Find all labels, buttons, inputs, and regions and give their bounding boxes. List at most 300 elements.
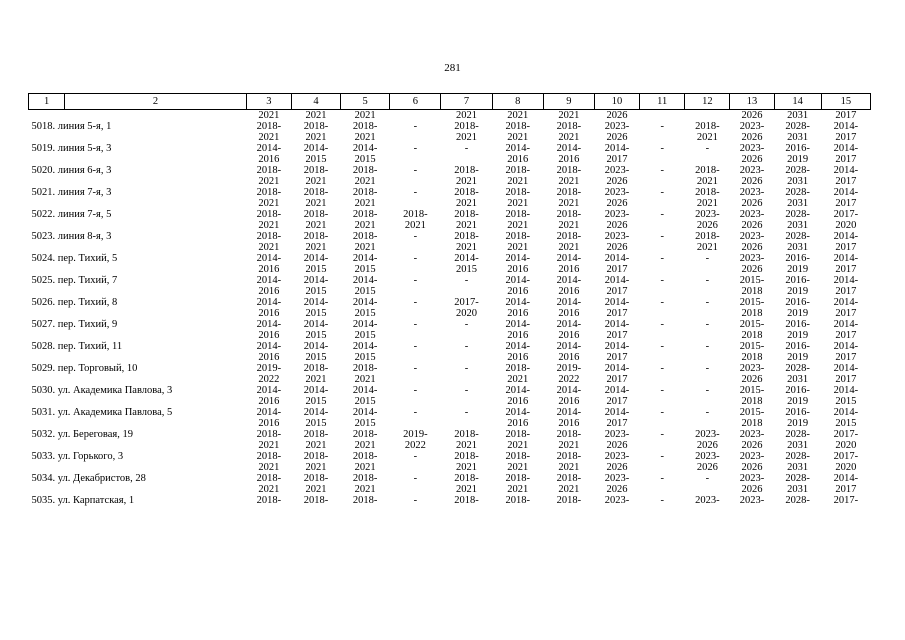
period-cell: 2023- 2026 [739, 209, 765, 231]
period-cell: 2014- 2017 [833, 319, 859, 341]
table-row [29, 429, 871, 451]
address-name: линия 7-я, 3 [57, 187, 112, 198]
row-number: 5023. [31, 231, 56, 242]
period-cell: 2014- 2015 [352, 407, 378, 429]
address-name: линия 5-я, 3 [57, 143, 112, 154]
period-cell: 2014- 2017 [604, 275, 630, 297]
row-number: 5033. [31, 451, 56, 462]
period-cell: 2028- 2031 [785, 231, 810, 253]
cell [29, 110, 65, 122]
period-cell: 2014- 2017 [604, 385, 630, 407]
period-cell: 2018- 2021 [556, 121, 582, 143]
column-header-11: 11 [640, 94, 685, 110]
period-cell: 2019- 2022 [403, 429, 428, 451]
cell: 2026 [606, 110, 628, 121]
column-header-4: 4 [291, 94, 340, 110]
period-cell: 2018- 2021 [352, 209, 378, 231]
period-cell: 2014- 2017 [604, 319, 630, 341]
period-cell: 2018- 2021 [454, 451, 479, 473]
period-cell: 2014- 2016 [505, 143, 530, 165]
address-name: линия 7-я, 5 [57, 209, 112, 220]
period-cell: 2023- 2026 [739, 187, 765, 209]
column-header-13: 13 [730, 94, 774, 110]
period-cell: 2018- 2021 [556, 429, 582, 451]
period-cell: 2017- 2020 [454, 297, 479, 319]
period-cell: 2018- 2021 [695, 187, 720, 209]
address-cell [29, 429, 247, 451]
period-cell: 2014- 2015 [303, 297, 329, 319]
period-cell: 2028- 2031 [785, 429, 810, 451]
period-cell: 2014- 2016 [505, 253, 530, 275]
address-name: ул. Береговая, 19 [57, 429, 133, 440]
table-row [29, 187, 871, 209]
period-cell: 2023- 2026 [604, 473, 630, 495]
period-cell: 2018- 2021 [695, 121, 720, 143]
cell: 2017 [835, 110, 857, 121]
column-header-1: 1 [29, 94, 65, 110]
period-cell: 2023- 2026 [739, 121, 765, 143]
row-number: 5021. [31, 187, 56, 198]
period-cell: 2014- 2016 [505, 319, 530, 341]
period-cell: 2014- 2017 [833, 275, 859, 297]
period-cell: - [413, 121, 418, 132]
period-cell: 2014- 2016 [556, 341, 582, 363]
period-cell: 2014- 2015 [303, 319, 329, 341]
period-cell: 2014- 2016 [556, 253, 582, 275]
period-cell: 2018- 2021 [352, 363, 378, 385]
period-cell: 2018- 2021 [303, 451, 329, 473]
period-cell: 2017- [833, 495, 859, 506]
period-cell: 2018- 2021 [556, 187, 582, 209]
period-cell: - [413, 297, 418, 308]
continuation-row [29, 110, 871, 122]
period-cell: 2023- [695, 495, 720, 506]
period-cell: - [413, 231, 418, 242]
period-cell: 2014- 2016 [256, 297, 282, 319]
period-cell: 2023- 2026 [739, 165, 765, 187]
period-cell: 2018- 2021 [256, 121, 282, 143]
period-cell: 2018- 2021 [454, 429, 479, 451]
period-cell: 2023- 2026 [604, 209, 630, 231]
period-cell: 2014- 2017 [604, 341, 630, 363]
address-cell [29, 407, 247, 429]
address-cell [29, 341, 247, 363]
period-cell: - [413, 385, 418, 396]
period-cell: 2014- 2017 [833, 473, 859, 495]
address-name: пер. Тихий, 7 [57, 275, 118, 286]
table-row [29, 451, 871, 473]
period-cell: 2018- 2021 [556, 209, 582, 231]
period-cell: 2023- 2026 [695, 451, 720, 473]
period-cell: 2018- 2021 [256, 231, 282, 253]
column-header-6: 6 [390, 94, 441, 110]
period-cell: 2014- 2015 [303, 385, 329, 407]
period-cell: - [464, 275, 469, 286]
period-cell: 2014- 2016 [256, 319, 282, 341]
period-cell: 2023- 2026 [739, 143, 765, 165]
period-cell: 2018- 2021 [256, 451, 282, 473]
period-cell: 2023- 2026 [739, 231, 765, 253]
period-cell: 2018- 2021 [505, 209, 530, 231]
period-cell: 2018- 2021 [256, 165, 282, 187]
row-number: 5019. [31, 143, 56, 154]
period-cell: 2014- 2016 [256, 385, 282, 407]
row-number: 5026. [31, 297, 56, 308]
address-cell [29, 187, 247, 209]
row-number: 5024. [31, 253, 56, 264]
period-cell: 2018- 2021 [556, 165, 582, 187]
period-cell: - [413, 253, 418, 264]
period-cell: 2014- 2017 [833, 341, 859, 363]
table-row [29, 495, 871, 506]
period-cell: - [660, 451, 664, 462]
period-cell: - [413, 495, 418, 506]
period-cell: 2018- 2021 [303, 473, 329, 495]
period-cell: 2018- [303, 495, 329, 506]
address-name: пер. Тихий, 9 [57, 319, 118, 330]
period-cell: 2018- 2021 [352, 473, 378, 495]
cell: 2031 [787, 110, 809, 121]
table-row [29, 231, 871, 253]
period-cell: 2028- 2031 [785, 187, 810, 209]
table-row [29, 473, 871, 495]
period-cell: 2014- 2015 [352, 143, 378, 165]
period-cell: 2014- 2017 [833, 231, 859, 253]
header-row [29, 94, 871, 110]
period-cell: 2028- [785, 495, 810, 506]
period-cell: 2014- 2017 [604, 253, 630, 275]
column-header-5: 5 [341, 94, 390, 110]
period-cell: 2014- 2015 [352, 253, 378, 275]
table-row [29, 385, 871, 407]
period-cell: 2023- 2026 [739, 451, 765, 473]
row-number: 5031. [31, 407, 56, 418]
period-cell: 2014- 2015 [352, 275, 378, 297]
address-name: линия 6-я, 3 [57, 165, 112, 176]
period-cell: - [705, 319, 710, 330]
cell [390, 110, 441, 122]
period-cell: 2014- 2017 [833, 187, 859, 209]
period-cell: 2018- 2021 [352, 187, 378, 209]
period-cell: - [660, 385, 664, 396]
period-cell: - [660, 121, 664, 132]
period-cell: 2018- 2021 [505, 473, 530, 495]
period-cell: - [705, 253, 710, 264]
period-cell: 2028- 2031 [785, 165, 810, 187]
cell: 2021 [305, 110, 327, 121]
cell: 2021 [258, 110, 280, 121]
period-cell: 2018- 2021 [403, 209, 428, 231]
table-row [29, 363, 871, 385]
period-cell: 2023- [604, 495, 630, 506]
period-cell: 2023- [739, 495, 765, 506]
period-cell: 2018- 2021 [303, 165, 329, 187]
table-row [29, 319, 871, 341]
table-row [29, 143, 871, 165]
period-cell: 2018- [505, 495, 530, 506]
column-header-9: 9 [543, 94, 594, 110]
period-cell: 2014- 2016 [256, 275, 282, 297]
period-cell: 2018- 2021 [556, 473, 582, 495]
address-name: пер. Тихий, 8 [57, 297, 118, 308]
column-header-2: 2 [65, 94, 247, 110]
column-header-3: 3 [246, 94, 291, 110]
column-header-15: 15 [821, 94, 870, 110]
table-row [29, 209, 871, 231]
period-cell: 2015- 2018 [739, 385, 765, 407]
period-cell: - [660, 297, 664, 308]
schedule-table [28, 93, 871, 506]
address-cell [29, 385, 247, 407]
row-number: 5027. [31, 319, 56, 330]
period-cell: 2014- 2016 [256, 253, 282, 275]
period-cell: 2014- 2016 [556, 297, 582, 319]
period-cell: - [464, 341, 469, 352]
cell [685, 110, 730, 122]
period-cell: 2015- 2018 [739, 297, 765, 319]
period-cell: 2018- 2021 [352, 429, 378, 451]
period-cell: 2016- 2019 [785, 143, 810, 165]
period-cell: 2028- 2031 [785, 121, 810, 143]
address-cell [29, 165, 247, 187]
period-cell: 2014- 2015 [303, 341, 329, 363]
period-cell: - [705, 341, 710, 352]
address-cell [29, 209, 247, 231]
period-cell: - [464, 363, 469, 374]
period-cell: - [413, 143, 418, 154]
period-cell: 2014- 2015 [303, 143, 329, 165]
period-cell: - [660, 231, 664, 242]
column-header-7: 7 [441, 94, 492, 110]
period-cell: 2014- 2016 [556, 385, 582, 407]
period-cell: - [660, 319, 664, 330]
period-cell: 2014- 2015 [833, 407, 859, 429]
period-cell: - [705, 407, 710, 418]
period-cell: 2014- 2016 [256, 341, 282, 363]
address-cell [29, 143, 247, 165]
period-cell: - [413, 407, 418, 418]
period-cell: - [413, 473, 418, 484]
period-cell: 2023- 2026 [604, 165, 630, 187]
period-cell: - [660, 165, 664, 176]
period-cell: 2018- 2021 [256, 473, 282, 495]
period-cell: 2018- 2021 [454, 121, 479, 143]
period-cell: - [660, 363, 664, 374]
period-cell: 2017- 2020 [833, 429, 859, 451]
period-cell: 2018- 2021 [454, 165, 479, 187]
column-header-8: 8 [492, 94, 543, 110]
period-cell: 2023- 2026 [604, 429, 630, 451]
table-row [29, 297, 871, 319]
period-cell: - [413, 363, 418, 374]
address-name: пер. Тихий, 5 [57, 253, 118, 264]
address-name: ул. Карпатская, 1 [57, 495, 135, 506]
period-cell: 2014- 2016 [505, 297, 530, 319]
period-cell: 2014- 2017 [604, 363, 630, 385]
column-header-12: 12 [685, 94, 730, 110]
period-cell: 2018- 2021 [556, 231, 582, 253]
address-cell [29, 275, 247, 297]
address-cell [29, 297, 247, 319]
period-cell: 2018- 2021 [505, 187, 530, 209]
period-cell: 2018- 2021 [505, 363, 530, 385]
address-cell [29, 253, 247, 275]
period-cell: 2023- 2026 [604, 187, 630, 209]
period-cell: 2017- 2020 [833, 451, 859, 473]
address-cell [29, 363, 247, 385]
address-name: ул. Горького, 3 [57, 451, 124, 462]
period-cell: - [660, 143, 664, 154]
period-cell: 2018- 2021 [505, 231, 530, 253]
period-cell: 2014- 2016 [556, 319, 582, 341]
period-cell: 2014- 2017 [833, 297, 859, 319]
period-cell: 2014- 2017 [833, 363, 859, 385]
period-cell: 2015- 2018 [739, 407, 765, 429]
period-cell: - [413, 319, 418, 330]
period-cell: 2018- 2021 [256, 209, 282, 231]
period-cell: 2014- 2016 [556, 407, 582, 429]
period-cell: 2014- 2015 [352, 341, 378, 363]
period-cell: 2018- 2021 [303, 429, 329, 451]
period-cell: - [464, 319, 469, 330]
period-cell: 2028- 2031 [785, 473, 810, 495]
period-cell: 2014- 2015 [454, 253, 479, 275]
row-number: 5032. [31, 429, 56, 440]
period-cell: - [660, 275, 664, 286]
period-cell: 2016- 2019 [785, 297, 810, 319]
row-number: 5029. [31, 363, 56, 374]
table-row [29, 165, 871, 187]
address-name: ул. Декабристов, 28 [57, 473, 146, 484]
period-cell: 2023- 2026 [695, 209, 720, 231]
period-cell: 2017- 2020 [833, 209, 859, 231]
row-number: 5035. [31, 495, 56, 506]
period-cell: 2018- 2021 [556, 451, 582, 473]
period-cell: 2018- 2021 [352, 121, 378, 143]
period-cell: 2018- 2021 [352, 231, 378, 253]
period-cell: 2023- 2026 [604, 231, 630, 253]
period-cell: 2014- 2016 [505, 341, 530, 363]
cell [640, 110, 685, 122]
period-cell: 2014- 2017 [833, 253, 859, 275]
period-cell: 2018- 2021 [505, 121, 530, 143]
address-name: пер. Тихий, 11 [57, 341, 123, 352]
period-cell: 2015- 2018 [739, 319, 765, 341]
cell: 2021 [456, 110, 478, 121]
period-cell: - [705, 385, 710, 396]
period-cell: - [660, 429, 664, 440]
period-cell: - [705, 363, 710, 374]
period-cell: 2018- 2021 [256, 429, 282, 451]
period-cell: - [705, 275, 710, 286]
period-cell: - [660, 209, 664, 220]
period-cell: 2018- [256, 495, 282, 506]
address-cell [29, 231, 247, 253]
period-cell: 2028- 2031 [785, 363, 810, 385]
period-cell: 2028- 2031 [785, 451, 810, 473]
period-cell: 2018- [454, 495, 479, 506]
column-header-14: 14 [774, 94, 821, 110]
column-header-10: 10 [594, 94, 639, 110]
period-cell: 2018- 2021 [303, 363, 329, 385]
period-cell: 2014- 2016 [505, 385, 530, 407]
period-cell: - [413, 187, 418, 198]
period-cell: 2023- 2026 [739, 253, 765, 275]
period-cell: 2014- 2015 [303, 253, 329, 275]
period-cell: 2014- 2016 [505, 275, 530, 297]
period-cell: - [464, 407, 469, 418]
period-cell: 2028- 2031 [785, 209, 810, 231]
row-number: 5030. [31, 385, 56, 396]
cell: 2026 [741, 110, 763, 121]
period-cell: 2014- 2015 [352, 385, 378, 407]
period-cell: - [705, 143, 710, 154]
period-cell: 2023- 2026 [695, 429, 720, 451]
period-cell: 2018- 2021 [454, 187, 479, 209]
period-cell: 2018- 2021 [505, 429, 530, 451]
period-cell: 2014- 2015 [303, 275, 329, 297]
period-cell: 2014- 2015 [833, 385, 859, 407]
period-cell: 2019- 2022 [556, 363, 582, 385]
table-row [29, 275, 871, 297]
period-cell: 2015- 2018 [739, 275, 765, 297]
period-cell: 2018- [556, 495, 582, 506]
period-cell: 2018- 2021 [454, 231, 479, 253]
period-cell: 2014- 2015 [352, 297, 378, 319]
period-cell: 2016- 2019 [785, 407, 810, 429]
period-cell: 2018- 2021 [505, 451, 530, 473]
period-cell: 2018- 2021 [352, 451, 378, 473]
period-cell: 2016- 2019 [785, 341, 810, 363]
period-cell: 2016- 2019 [785, 385, 810, 407]
period-cell: 2014- 2016 [256, 143, 282, 165]
period-cell: 2018- 2021 [303, 187, 329, 209]
period-cell: - [660, 187, 664, 198]
period-cell: 2018- 2021 [454, 209, 479, 231]
address-cell [29, 121, 247, 143]
period-cell: 2014- 2015 [303, 407, 329, 429]
row-number: 5025. [31, 275, 56, 286]
period-cell: 2016- 2019 [785, 275, 810, 297]
period-cell: - [413, 165, 418, 176]
period-cell: 2014- 2016 [556, 275, 582, 297]
address-name: линия 5-я, 1 [57, 121, 112, 132]
period-cell: 2016- 2019 [785, 319, 810, 341]
period-cell: - [413, 451, 418, 462]
address-name: линия 8-я, 3 [57, 231, 112, 242]
period-cell: 2014- 2015 [352, 319, 378, 341]
address-name: ул. Академика Павлова, 3 [57, 385, 173, 396]
page-number: 281 [444, 62, 461, 74]
period-cell: 2018- 2021 [695, 165, 720, 187]
table-row [29, 253, 871, 275]
period-cell: 2014- 2016 [256, 407, 282, 429]
row-number: 5028. [31, 341, 56, 352]
cell: 2021 [507, 110, 529, 121]
address-cell [29, 451, 247, 473]
period-cell: 2014- 2017 [604, 297, 630, 319]
period-cell: 2018- 2021 [303, 121, 329, 143]
address-cell [29, 473, 247, 495]
period-cell: 2018- 2021 [256, 187, 282, 209]
address-name: пер. Торговый, 10 [57, 363, 138, 374]
period-cell: 2018- [352, 495, 378, 506]
table-row [29, 121, 871, 143]
period-cell: - [705, 473, 710, 484]
period-cell: 2014- 2017 [833, 143, 859, 165]
period-cell: 2018- 2021 [303, 231, 329, 253]
period-cell: - [464, 385, 469, 396]
